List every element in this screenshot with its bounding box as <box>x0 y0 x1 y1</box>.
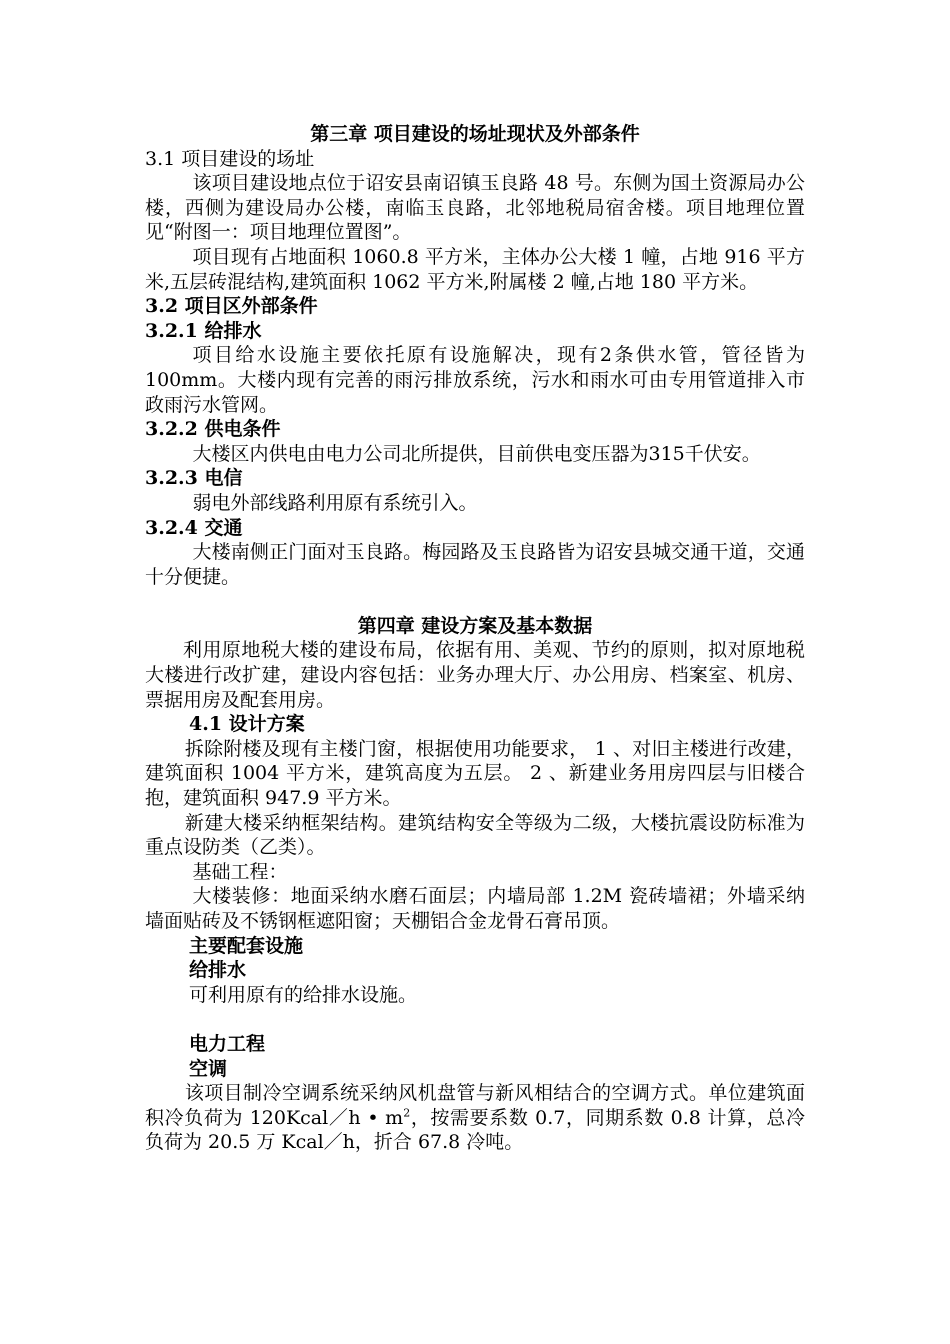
spacer <box>145 1007 805 1032</box>
ac-paragraph-part-2: ，按需要系数 0.7，同期系数 0.8 计算，总冷负荷为 20.5 万 Kcal／h，折合 67.8 冷吨。 <box>145 1106 805 1154</box>
section-3-2-1-heading: 3.2.1 给排水 <box>145 319 262 342</box>
section-4-1-heading: 4.1 设计方案 <box>189 713 305 736</box>
section-3-1-heading: 3.1 项目建设的场址 <box>145 147 315 170</box>
section-3-2-2-paragraph: 大楼区内供电由电力公司北所提供，目前供电变压器为315千伏安。 <box>192 442 761 465</box>
chapter3-title: 第三章 项目建设的场址现状及外部条件 <box>310 123 640 145</box>
section-3-2-4-heading: 3.2.4 交通 <box>145 516 243 539</box>
section-4-1-paragraph-1: 拆除附楼及现有主楼门窗，根据使用功能要求， 1 、对旧主楼进行改建，建筑面积 1004 平方米，建筑高度为五层。 2 、新建业务用房四层与旧楼合抱，建筑面积 947.9 平方米。 <box>145 737 805 810</box>
ac-paragraph <box>145 1081 805 1155</box>
ac-paragraph-part-1: 该项目制冷空调系统采纳风机盘管与新风相结合的空调方式。单位建筑面积冷负荷为 120Kcal／h • m <box>145 1082 805 1129</box>
ac-superscript: 2 <box>403 1106 411 1120</box>
ac-heading: 空调 <box>189 1057 228 1080</box>
section-4-1-paragraph-3: 基础工程： <box>192 860 288 883</box>
section-4-1-paragraph-2: 新建大楼采纳框架结构。建筑结构安全等级为二级，大楼抗震设防标准为重点设防类（乙类）。 <box>145 811 805 859</box>
section-3-2-2-heading: 3.2.2 供电条件 <box>145 418 281 441</box>
document-page <box>145 122 805 1155</box>
section-3-2-3-paragraph: 弱电外部线路利用原有系统引入。 <box>192 491 478 514</box>
section-3-1-paragraph-1: 该项目建设地点位于诏安县南诏镇玉良路 48 号。东侧为国土资源局办公楼，西侧为建设局办公楼，南临玉良路，北邻地税局宿舍楼。项目地理位置见“附图一：项目地理位置图”。 <box>145 172 805 244</box>
section-3-2-3-heading: 3.2.3 电信 <box>145 467 243 490</box>
chapter4-title: 第四章 建设方案及基本数据 <box>357 614 593 637</box>
power-heading: 电力工程 <box>189 1032 266 1055</box>
section-3-2-4-paragraph: 大楼南侧正门面对玉良路。梅园路及玉良路皆为诏安县城交通干道，交通十分便捷。 <box>145 541 805 588</box>
water-paragraph: 可利用原有的给排水设施。 <box>189 983 418 1006</box>
section-3-2-1-paragraph: 项目给水设施主要依托原有设施解决，现有2条供水管，管径皆为100mm。大楼内现有完善的雨污排放系统，污水和雨水可由专用管道排入市政雨污水管网。 <box>145 344 805 416</box>
water-heading: 给排水 <box>189 959 247 982</box>
section-3-1-paragraph-2: 项目现有占地面积 1060.8 平方米，主体办公大楼 1 幢，占地 916 平方米,五层砖混结构,建筑面积 1062 平方米,附属楼 2 幢,占地 180 平方米。 <box>145 245 805 293</box>
chapter4-intro: 利用原地税大楼的建设布局，依据有用、美观、节约的原则，拟对原地税大楼进行改扩建，建设内容包括：业务办理大厅、办公用房、档案室、机房、票据用房及配套用房。 <box>145 639 805 711</box>
section-4-1-paragraph-4: 大楼装修：地面采纳水磨石面层；内墙局部 1.2M 瓷砖墙裙；外墙采纳墙面贴砖及不锈钢框遮阳窗；天棚铝合金龙骨石膏吊顶。 <box>145 885 805 932</box>
section-3-2-heading: 3.2 项目区外部条件 <box>145 295 318 318</box>
facilities-heading: 主要配套设施 <box>189 934 304 957</box>
spacer <box>145 589 805 614</box>
